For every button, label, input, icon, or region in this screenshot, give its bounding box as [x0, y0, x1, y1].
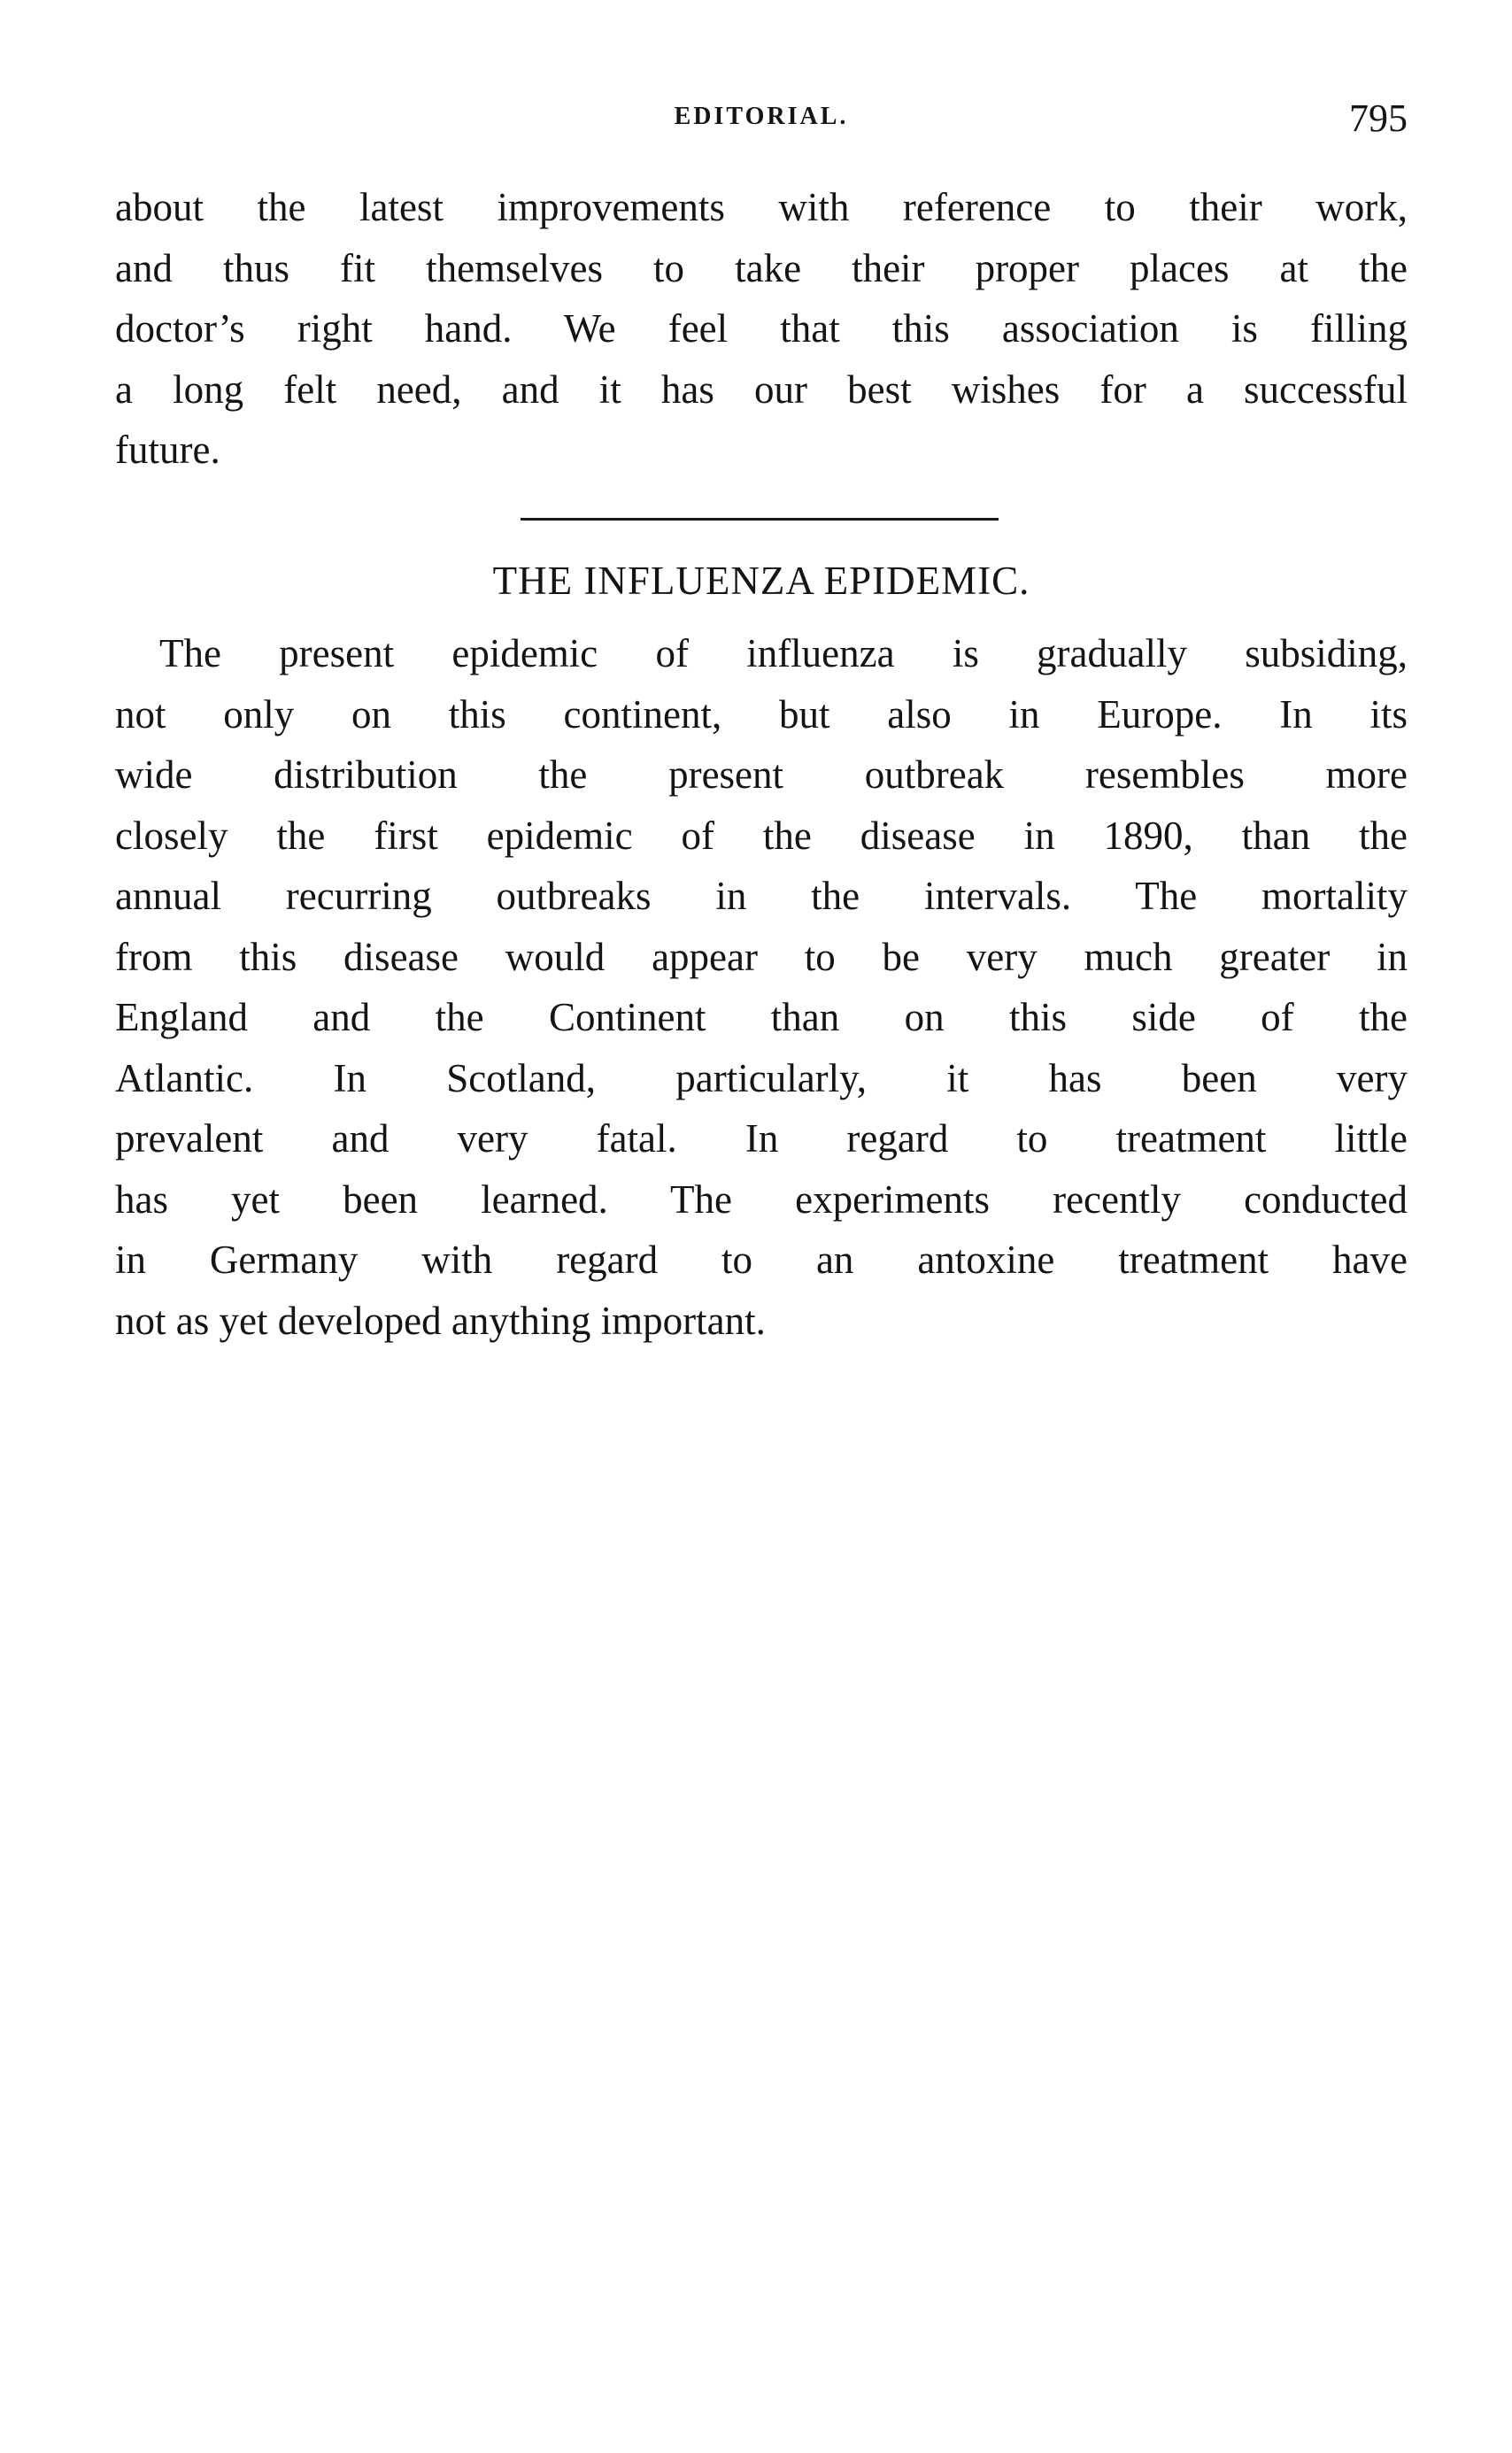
paragraph-line: not as yet developed anything important. — [115, 1298, 766, 1343]
paragraph-line: closely the first epidemic of the disease in 1890, than the — [115, 813, 1408, 858]
intro-paragraph — [115, 177, 1408, 481]
running-title: EDITORIAL. — [674, 103, 849, 130]
paragraph-line: and thus fit themselves to take their proper places at the — [115, 245, 1408, 290]
paragraph-line: not only on this continent, but also in Europe. In its — [115, 691, 1408, 737]
paragraph-line: The present epidemic of influenza is gradually subsiding, — [159, 631, 1408, 675]
paragraph-line: Atlantic. In Scotland, particularly, it has been very — [115, 1055, 1408, 1100]
paragraph-line: doctor’s right hand. We feel that this association is filling — [115, 306, 1408, 351]
paragraph-line: future. — [115, 428, 220, 472]
influenza-paragraph — [115, 623, 1408, 1351]
paragraph-line: from this disease would appear to be very much greater in — [115, 934, 1408, 979]
paragraph-line: in Germany with regard to an antoxine treatment have — [115, 1238, 1408, 1282]
paragraph-line: prevalent and very fatal. In regard to treatment little — [115, 1116, 1408, 1161]
running-head — [115, 96, 1408, 140]
paragraph-line: annual recurring outbreaks in the intervals. The mortality — [115, 874, 1408, 918]
section-title: THE INFLUENZA EPIDEMIC. — [492, 559, 1030, 603]
section-divider — [521, 518, 999, 521]
paragraph-line: England and the Continent than on this side of the — [115, 995, 1408, 1039]
paragraph-line: a long felt need, and it has our best wishes for a successful — [115, 366, 1408, 412]
paragraph-line: wide distribution the present outbreak resembles more — [115, 752, 1408, 797]
paragraph-line: has yet been learned. The experiments recently conducted — [115, 1176, 1408, 1222]
paragraph-line: about the latest improvements with reference to their work, — [115, 185, 1408, 229]
page-number: 795 — [1349, 96, 1408, 140]
